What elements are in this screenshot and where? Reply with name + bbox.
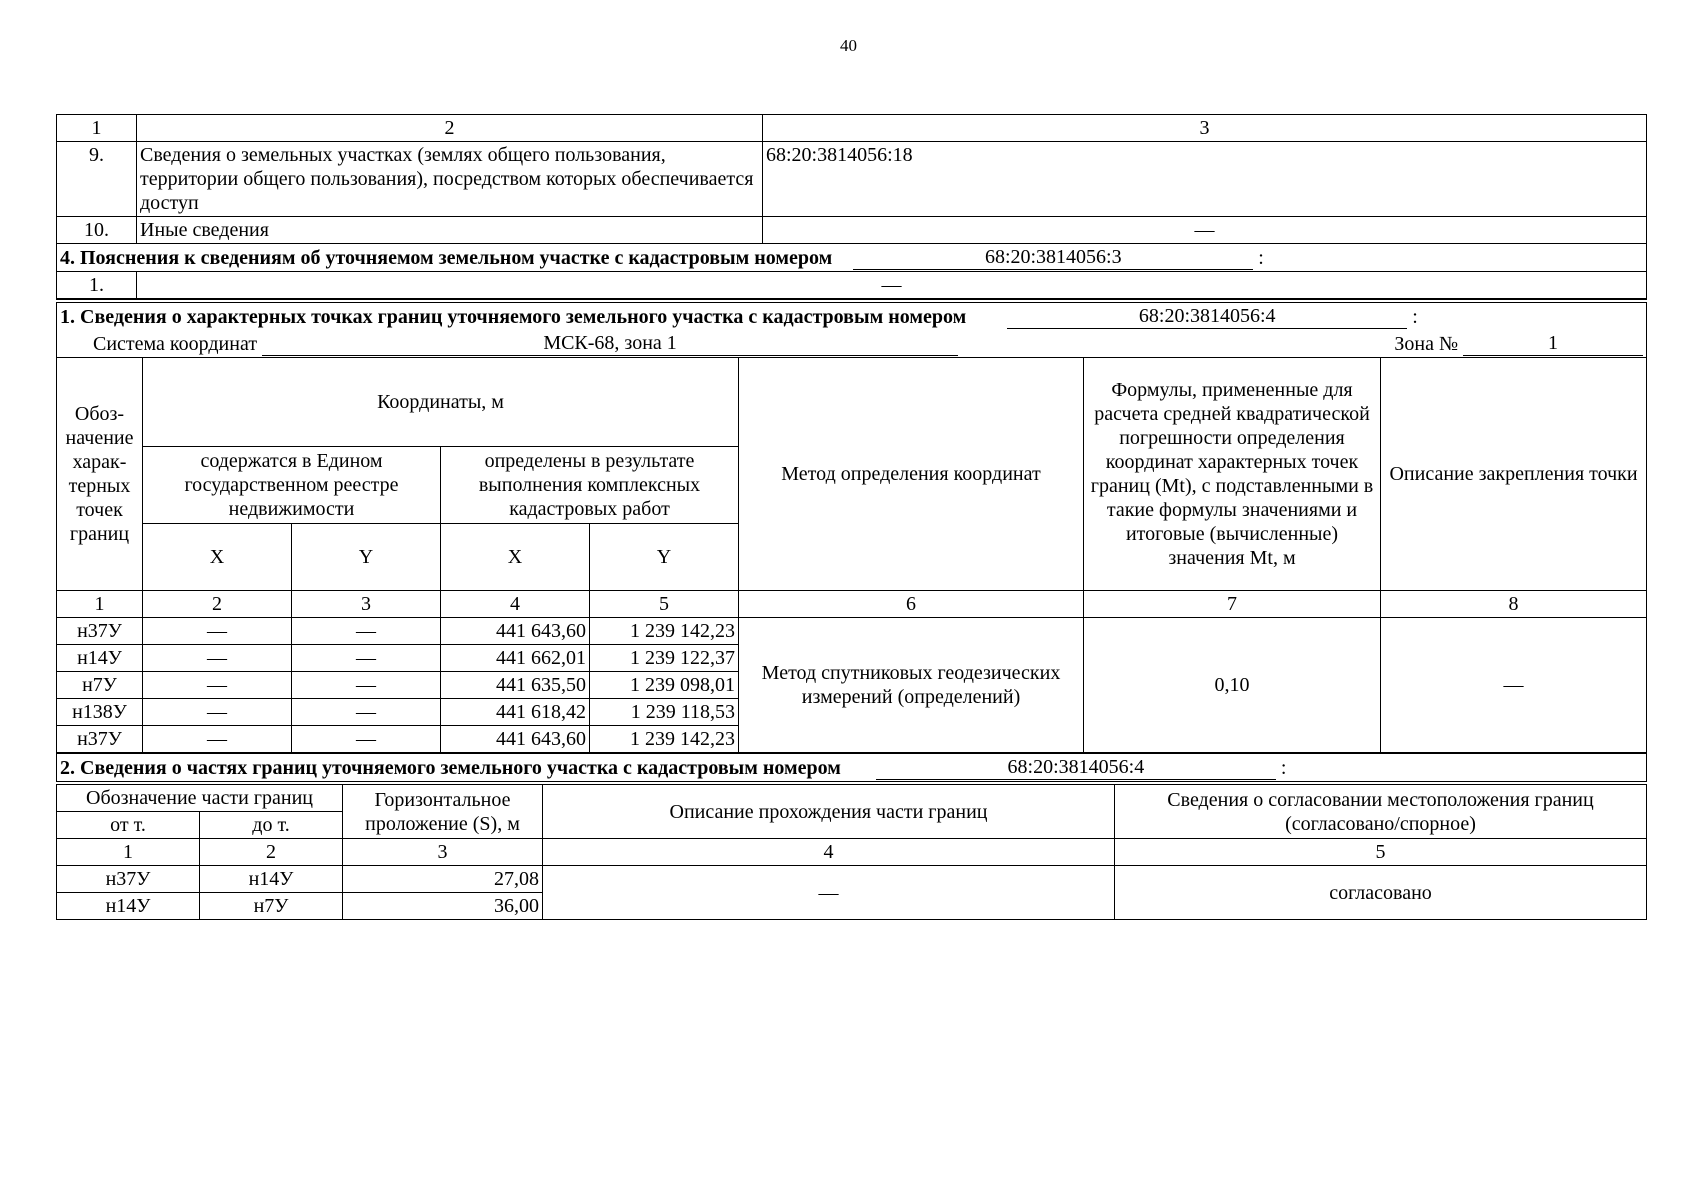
point-y-egrn: — [292, 726, 441, 753]
part-from: н37У [57, 866, 200, 893]
page-number: 40 [840, 36, 857, 55]
header-from: от т. [57, 812, 200, 839]
header-col-3: 3 [763, 115, 1647, 142]
document-sheet [56, 114, 1646, 920]
parts-title: 2. Сведения о частях границ уточняемого земельного участка с кадастровым номером [60, 757, 841, 779]
point-name: н7У [57, 672, 143, 699]
section-4-title: 4. Пояснения к сведениям об уточняемом земельном участке с кадастровым номером [60, 247, 833, 269]
point-x-egrn: — [143, 672, 292, 699]
point-y: 1 239 118,53 [590, 699, 739, 726]
col-number: 2 [143, 591, 292, 618]
point-name: н37У [57, 618, 143, 645]
zone-label: Зона № [1394, 333, 1459, 355]
points-table [56, 299, 1647, 753]
row-label: Сведения о земельных участках (землях общего пользования, территории общего пользования), посредством которых обеспечивается доступ [137, 142, 763, 217]
section-4-row-number: 1. [57, 272, 137, 299]
col-number: 8 [1381, 591, 1647, 618]
row-value: 68:20:3814056:18 [763, 142, 1647, 217]
part-length: 27,08 [343, 866, 543, 893]
part-length: 36,00 [343, 893, 543, 920]
zone-value: 1 [1463, 331, 1643, 356]
points-cadnum: 68:20:3814056:4 [1007, 304, 1407, 329]
header-coordinates: Координаты, м [143, 358, 739, 447]
coord-system-label: Система координат [93, 333, 258, 355]
header-y-egrn: Y [292, 524, 441, 591]
point-x: 441 643,60 [441, 726, 590, 753]
point-x-egrn: — [143, 645, 292, 672]
point-name: н14У [57, 645, 143, 672]
point-x-egrn: — [143, 726, 292, 753]
points-title: 1. Сведения о характерных точках границ уточняемого земельного участка с кадастровым номером [60, 306, 967, 328]
method-value: Метод спутниковых геодезических измерений (определений) [739, 618, 1084, 753]
section-4-heading [57, 244, 1647, 272]
fixing-value: — [1381, 618, 1647, 753]
point-x: 441 643,60 [441, 618, 590, 645]
coord-system-value: МСК-68, зона 1 [262, 331, 958, 356]
section-4-cadnum: 68:20:3814056:3 [853, 245, 1253, 270]
points-heading [57, 301, 1647, 330]
section-4-row-value: — [137, 272, 1647, 299]
header-to: до т. [200, 812, 343, 839]
header-length: Горизонтальное проложение (S), м [343, 783, 543, 839]
row-value: — [763, 217, 1647, 244]
mt-value: 0,10 [1084, 618, 1381, 753]
part-to: н7У [200, 893, 343, 920]
col-number: 5 [1115, 839, 1647, 866]
point-y-egrn: — [292, 618, 441, 645]
header-fixing: Описание закрепления точки [1381, 358, 1647, 591]
section-4-suffix: : [1258, 247, 1264, 269]
point-y-egrn: — [292, 645, 441, 672]
col-number: 3 [343, 839, 543, 866]
points-suffix: : [1412, 306, 1418, 328]
col-number: 7 [1084, 591, 1381, 618]
point-y-egrn: — [292, 699, 441, 726]
parts-suffix: : [1280, 757, 1287, 779]
part-from: н14У [57, 893, 200, 920]
col-number: 1 [57, 591, 143, 618]
point-y-egrn: — [292, 672, 441, 699]
parts-heading [57, 754, 1647, 784]
header-y-kkr: Y [590, 524, 739, 591]
top-table [56, 114, 1647, 299]
col-number: 2 [200, 839, 343, 866]
row-label: Иные сведения [137, 217, 763, 244]
header-x-egrn: X [143, 524, 292, 591]
header-col-2: 2 [137, 115, 763, 142]
point-x: 441 635,50 [441, 672, 590, 699]
col-number: 1 [57, 839, 200, 866]
header-col-1: 1 [57, 115, 137, 142]
header-formula: Формулы, примененные для расчета средней квадратической погрешности определения координат характерных точек границ (Mt), с подставленными в такие формулы значениями и итоговые (вычисленные) значения Mt, м [1084, 358, 1381, 591]
row-number: 9. [57, 142, 137, 217]
col-number: 4 [543, 839, 1115, 866]
part-to: н14У [200, 866, 343, 893]
col-number: 6 [739, 591, 1084, 618]
point-name: н37У [57, 726, 143, 753]
point-y: 1 239 122,37 [590, 645, 739, 672]
point-y: 1 239 142,23 [590, 618, 739, 645]
point-x: 441 618,42 [441, 699, 590, 726]
point-x-egrn: — [143, 618, 292, 645]
table-row [57, 866, 1647, 893]
coord-system-line [57, 330, 1647, 358]
header-description: Описание прохождения части границ [543, 783, 1115, 839]
point-name: н138У [57, 699, 143, 726]
col-number: 4 [441, 591, 590, 618]
header-part-designation: Обозначение части границ [57, 783, 343, 812]
header-egrn: содержатся в Едином государственном реестре недвижимости [143, 447, 441, 524]
point-y: 1 239 098,01 [590, 672, 739, 699]
row-number: 10. [57, 217, 137, 244]
part-approval: согласовано [1115, 866, 1647, 920]
header-approval: Сведения о согласовании местоположения границ (согласовано/спорное) [1115, 783, 1647, 839]
part-description: — [543, 866, 1115, 920]
parts-table [56, 753, 1647, 920]
col-number: 3 [292, 591, 441, 618]
parts-cadnum: 68:20:3814056:4 [876, 755, 1276, 780]
point-x: 441 662,01 [441, 645, 590, 672]
header-kkr: определены в результате выполнения комплексных кадастровых работ [441, 447, 739, 524]
table-row [57, 618, 1647, 645]
header-x-kkr: X [441, 524, 590, 591]
col-number: 5 [590, 591, 739, 618]
point-x-egrn: — [143, 699, 292, 726]
header-method: Метод определения координат [739, 358, 1084, 591]
point-y: 1 239 142,23 [590, 726, 739, 753]
header-designation: Обоз-начение харак-терных точек границ [57, 358, 143, 591]
